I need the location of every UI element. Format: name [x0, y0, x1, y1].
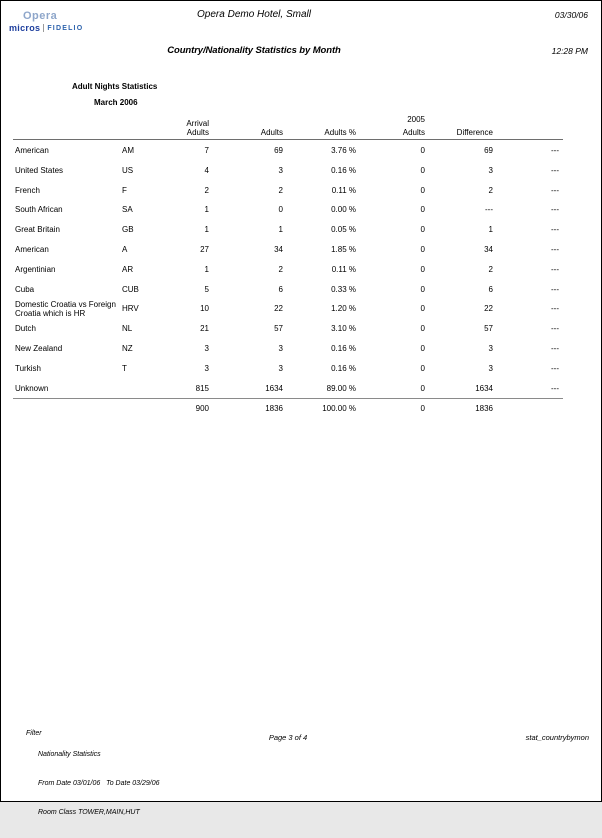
- table-header: [13, 113, 563, 140]
- cell-extra: ---: [551, 264, 559, 274]
- cell-extra: ---: [551, 146, 559, 156]
- table-row: [13, 220, 563, 240]
- cell-adults-pct: 89.00 %: [326, 383, 356, 393]
- total-difference: 1836: [475, 403, 493, 413]
- cell-country-code: AM: [122, 146, 134, 156]
- cell-arrival-adults: 3: [204, 363, 209, 373]
- hotel-name: Opera Demo Hotel, Small: [197, 9, 311, 20]
- table-row: [13, 319, 563, 339]
- cell-adults: 1634: [265, 383, 283, 393]
- cell-country-name: South African: [15, 205, 63, 215]
- cell-country-name: New Zealand: [15, 344, 63, 354]
- cell-adults-2005: 0: [420, 344, 425, 354]
- cell-adults-pct: 3.76 %: [331, 146, 356, 156]
- cell-difference: 2: [488, 185, 493, 195]
- cell-adults: 69: [274, 146, 283, 156]
- cell-adults-2005: 0: [420, 304, 425, 314]
- cell-difference: 3: [488, 363, 493, 373]
- total-arrival-adults: 900: [195, 403, 209, 413]
- cell-country-name: French: [15, 185, 40, 195]
- report-code: stat_countrybymon: [525, 733, 589, 742]
- cell-adults: 6: [278, 284, 283, 294]
- cell-extra: ---: [551, 304, 559, 314]
- filter-line-room-class: Room Class TOWER,MAIN,HUT: [38, 809, 140, 817]
- cell-country-name: American: [15, 146, 49, 156]
- cell-adults: 3: [278, 363, 283, 373]
- cell-arrival-adults: 2: [204, 185, 209, 195]
- col-header-difference: Difference: [456, 128, 493, 138]
- table-row: [13, 240, 563, 260]
- cell-country-code: F: [122, 185, 127, 195]
- cell-country-code: A: [122, 245, 128, 255]
- cell-adults-pct: 0.33 %: [331, 284, 356, 294]
- micros-logo-text: micros: [9, 23, 41, 33]
- micros-fidelio-row: [9, 23, 139, 33]
- table-total-row: [13, 398, 563, 418]
- cell-extra: ---: [551, 383, 559, 393]
- cell-country-name: Cuba: [15, 284, 35, 294]
- cell-extra: ---: [551, 284, 559, 294]
- cell-country-code: SA: [122, 205, 133, 215]
- cell-adults-2005: 0: [420, 363, 425, 373]
- cell-country-code: CUB: [122, 284, 139, 294]
- cell-country-name: Great Britain: [15, 225, 60, 235]
- table-row: [13, 200, 563, 220]
- cell-arrival-adults: 27: [200, 245, 209, 255]
- cell-country-code: GB: [122, 225, 134, 235]
- total-adults-2005: 0: [420, 403, 425, 413]
- table-row: [13, 379, 563, 399]
- filter-details: [38, 730, 160, 838]
- cell-adults: 57: [274, 324, 283, 334]
- table-row: [13, 280, 563, 300]
- table-body: [13, 141, 563, 418]
- cell-adults: 0: [278, 205, 283, 215]
- table-row: [13, 359, 563, 379]
- cell-adults: 2: [278, 185, 283, 195]
- cell-arrival-adults: 3: [204, 344, 209, 354]
- cell-country-name: Domestic Croatia vs Foreign Croatia which is HR: [15, 299, 116, 319]
- cell-adults: 1: [278, 225, 283, 235]
- cell-difference: 1: [488, 225, 493, 235]
- opera-micros-fidelio-logo: [9, 10, 139, 33]
- col-header-arrival-adults: Arrival Adults: [186, 118, 209, 138]
- cell-adults-2005: 0: [420, 205, 425, 215]
- table-header-year-row: [13, 113, 563, 126]
- cell-country-code: AR: [122, 264, 134, 274]
- cell-adults-pct: 3.10 %: [331, 324, 356, 334]
- cell-difference: 6: [488, 284, 493, 294]
- cell-country-code: US: [122, 165, 134, 175]
- cell-difference: 3: [488, 344, 493, 354]
- report-title: Country/Nationality Statistics by Month: [167, 45, 341, 56]
- cell-adults-pct: 1.85 %: [331, 245, 356, 255]
- page-number: Page 3 of 4: [268, 733, 308, 742]
- cell-country-code: T: [122, 363, 127, 373]
- table-row: [13, 161, 563, 181]
- cell-adults-pct: 0.11 %: [331, 264, 356, 274]
- cell-arrival-adults: 1: [204, 205, 209, 215]
- cell-extra: ---: [551, 324, 559, 334]
- filter-line-dates: From Date 03/01/06 To Date 03/29/06: [38, 779, 160, 787]
- cell-difference: 22: [484, 304, 493, 314]
- cell-adults: 22: [274, 304, 283, 314]
- cell-adults-2005: 0: [420, 324, 425, 334]
- cell-arrival-adults: 4: [204, 165, 209, 175]
- cell-adults-pct: 0.05 %: [331, 225, 356, 235]
- cell-arrival-adults: 7: [204, 146, 209, 156]
- cell-country-name: Dutch: [15, 324, 36, 334]
- table-row: [13, 141, 563, 161]
- col-header-adults: Adults: [260, 128, 283, 138]
- table-row: [13, 181, 563, 201]
- cell-difference: 2: [488, 264, 493, 274]
- cell-adults-2005: 0: [420, 284, 425, 294]
- table-row: [13, 260, 563, 280]
- cell-adults-pct: 1.20 %: [331, 304, 356, 314]
- cell-adults-2005: 0: [420, 185, 425, 195]
- col-header-year: 2005: [407, 115, 425, 125]
- table-row: [13, 299, 563, 319]
- cell-arrival-adults: 5: [204, 284, 209, 294]
- cell-adults-2005: 0: [420, 383, 425, 393]
- report-date: 03/30/06: [554, 10, 588, 20]
- cell-extra: ---: [551, 225, 559, 235]
- cell-arrival-adults: 10: [200, 304, 209, 314]
- logo-separator: [43, 24, 44, 32]
- opera-logo-text: Opera: [23, 10, 58, 22]
- cell-adults-pct: 0.16 %: [331, 165, 356, 175]
- cell-difference: 1634: [475, 383, 493, 393]
- cell-difference: 69: [484, 146, 493, 156]
- cell-extra: ---: [551, 363, 559, 373]
- section-title: Adult Nights Statistics: [72, 82, 158, 91]
- cell-extra: ---: [551, 165, 559, 175]
- cell-adults-2005: 0: [420, 264, 425, 274]
- filter-line-statistics: Nationality Statistics: [38, 750, 101, 758]
- cell-adults: 3: [278, 344, 283, 354]
- cell-country-name: Turkish: [15, 363, 41, 373]
- cell-difference: 57: [484, 324, 493, 334]
- cell-country-code: HRV: [122, 304, 139, 314]
- cell-difference: 34: [484, 245, 493, 255]
- cell-arrival-adults: 1: [204, 264, 209, 274]
- cell-adults: 2: [278, 264, 283, 274]
- cell-adults-pct: 0.16 %: [331, 363, 356, 373]
- cell-country-code: NL: [122, 324, 133, 334]
- cell-country-name: American: [15, 245, 49, 255]
- total-adults: 1836: [265, 403, 283, 413]
- cell-adults: 3: [278, 165, 283, 175]
- cell-extra: ---: [551, 185, 559, 195]
- month-label: March 2006: [94, 98, 138, 107]
- cell-country-name: United States: [15, 165, 64, 175]
- col-header-adults-pct: Adults %: [324, 128, 356, 138]
- cell-difference: ---: [485, 205, 493, 215]
- cell-extra: ---: [551, 245, 559, 255]
- cell-adults: 34: [274, 245, 283, 255]
- cell-arrival-adults: 21: [200, 324, 209, 334]
- total-adults-pct: 100.00 %: [322, 403, 356, 413]
- cell-country-name: Argentinian: [15, 264, 56, 274]
- cell-adults-2005: 0: [420, 225, 425, 235]
- cell-difference: 3: [488, 165, 493, 175]
- cell-country-code: NZ: [122, 344, 133, 354]
- cell-country-name: Unknown: [15, 383, 49, 393]
- cell-extra: ---: [551, 344, 559, 354]
- col-header-adults-2005: Adults: [402, 128, 425, 138]
- cell-arrival-adults: 815: [195, 383, 209, 393]
- cell-adults-pct: 0.00 %: [331, 205, 356, 215]
- report-time: 12:28 PM: [551, 46, 588, 56]
- cell-adults-2005: 0: [420, 146, 425, 156]
- cell-arrival-adults: 1: [204, 225, 209, 235]
- table-row: [13, 339, 563, 359]
- cell-adults-2005: 0: [420, 165, 425, 175]
- fidelio-logo-text: FIDELIO: [47, 24, 84, 32]
- filter-label: Filter: [26, 730, 42, 737]
- cell-adults-pct: 0.16 %: [331, 344, 356, 354]
- cell-adults-pct: 0.11 %: [331, 185, 356, 195]
- cell-extra: ---: [551, 205, 559, 215]
- cell-adults-2005: 0: [420, 245, 425, 255]
